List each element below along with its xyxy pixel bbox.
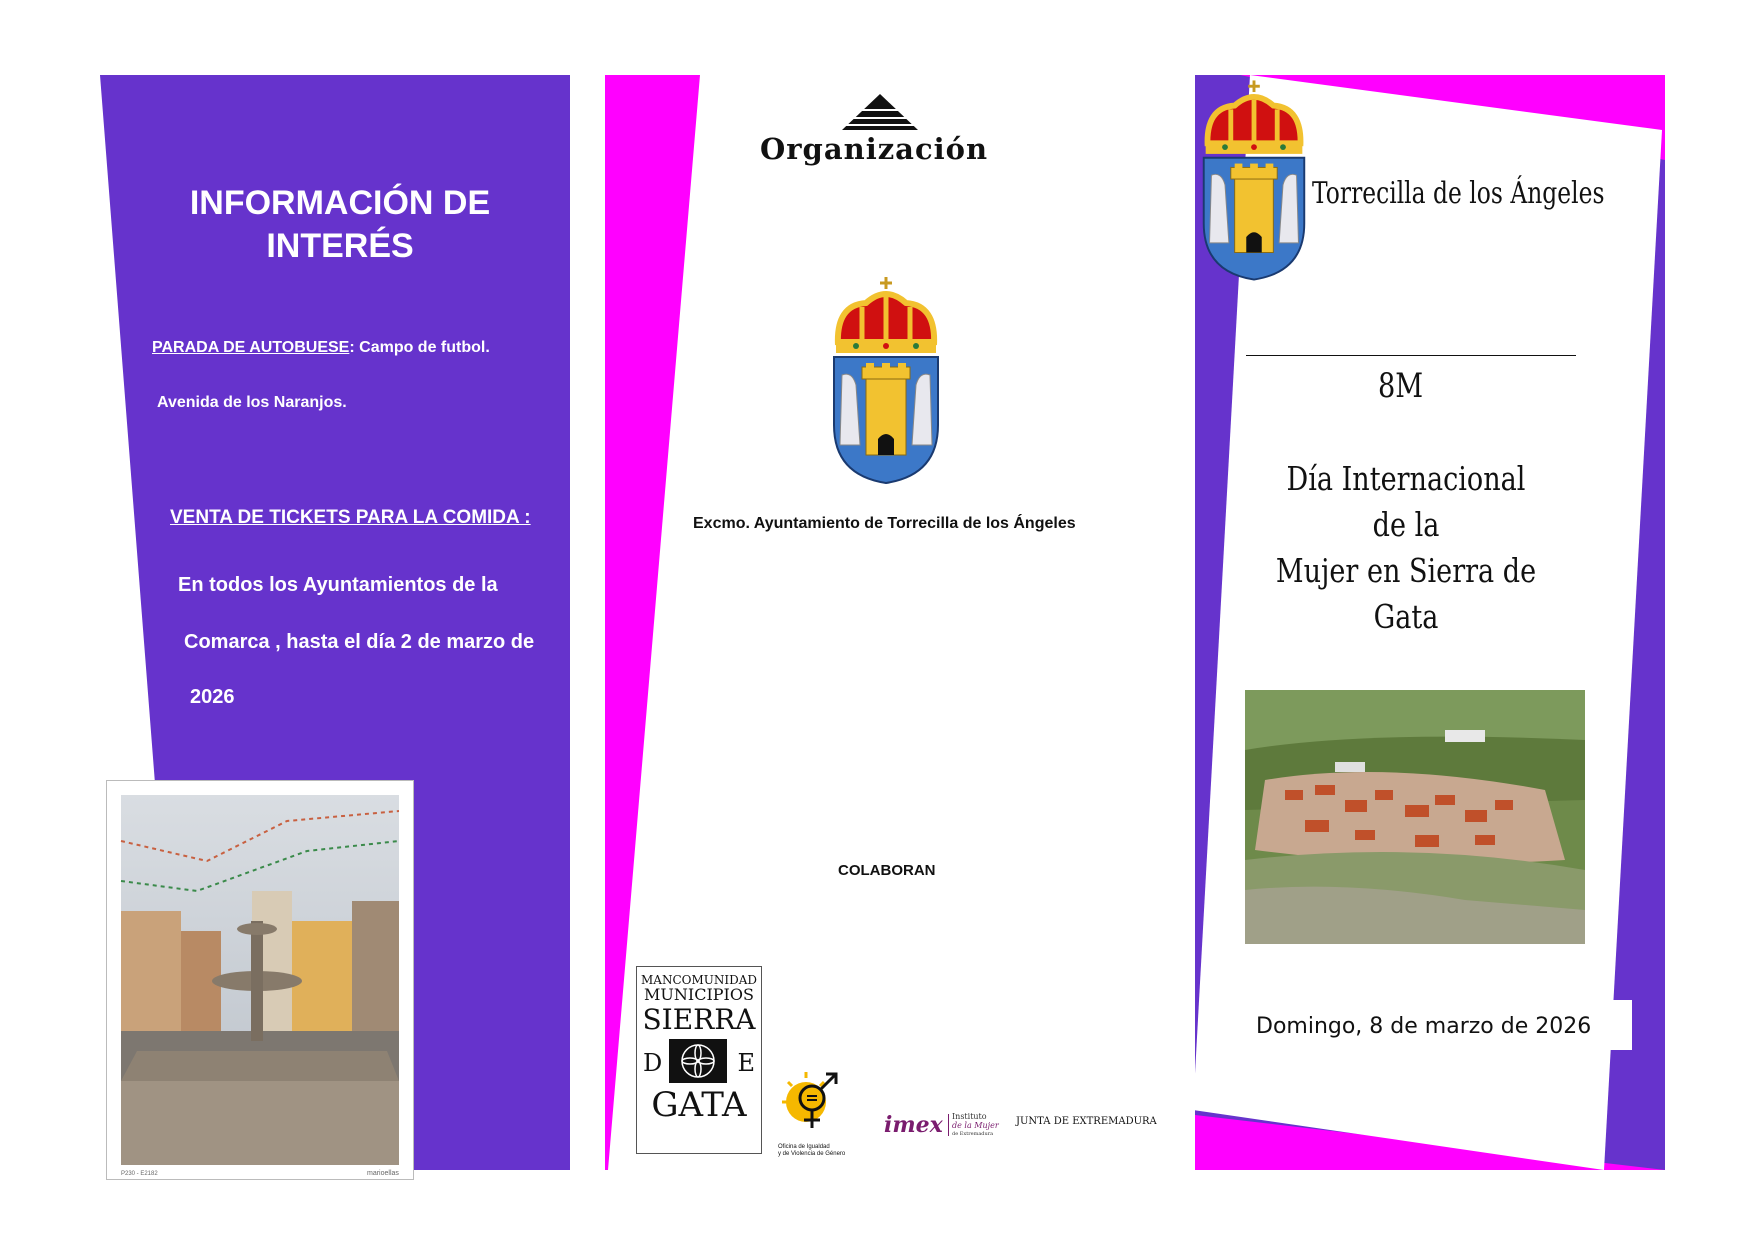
mancomunidad-line5: GATA [651,1085,747,1125]
event-date: Domingo, 8 de marzo de 2026 [1256,1014,1592,1039]
photo-caption-right: marioellas [367,1170,399,1177]
imex-line2: de la Mujer [952,1121,999,1130]
tickets-line2: Comarca , hasta el día 2 de marzo de [184,631,535,653]
imex-line3: de Extremadura [952,1131,994,1137]
event-title-line2: Mujer en Sierra de [1275,551,1537,590]
collaborators-label: COLABORAN [838,862,936,879]
bus-stop-address: Avenida de los Naranjos. [157,394,347,411]
info-title [160,182,520,268]
mancomunidad-line1: MANCOMUNIDAD [640,973,758,987]
junta-logo: JUNTA DE EXTREMADURA [1016,1116,1157,1127]
tickets-line3: 2026 [190,686,235,708]
imex-divider [948,1114,949,1136]
plaza-photo-card [106,780,414,1180]
info-title-line1: INFORMACIÓN DE [189,184,491,222]
town-name: Torrecilla de los Ángeles [1312,176,1605,211]
oficina-igualdad-text [778,1144,845,1158]
plaza-photo [107,781,413,1179]
mancomunidad-line2: MUNICIPIOS [644,985,754,1004]
mancomunidad-line3: SIERRA [642,1003,756,1036]
flower-emblem-icon [669,1039,727,1083]
coat-of-arms-icon [826,275,946,485]
gender-equality-icon [778,1064,850,1150]
photo-caption-left: P230 - E2182 [121,1171,158,1177]
event-title-line1: Día Internacional de la [1286,459,1526,544]
info-title-line2: INTERÉS [266,227,414,265]
event-title-line3: Gata [1373,597,1439,636]
imex-brand: imex [884,1112,943,1138]
title-divider [1246,355,1576,356]
organization-label: Organización [760,132,989,166]
mancomunidad-line4-left: D [643,1049,663,1077]
pyramid-stairs-icon [840,92,920,132]
bus-stop-row [152,339,490,357]
town-landscape-photo [1245,690,1585,944]
event-title [1267,456,1546,640]
tickets-line1: En todos los Ayuntamientos de la [178,574,498,596]
mancomunidad-line4-right: E [737,1049,755,1077]
tickets-label: VENTA DE TICKETS PARA LA COMIDA : [170,507,531,528]
bus-stop-label: PARADA DE AUTOBUESE [152,339,350,356]
council-name: Excmo. Ayuntamiento de Torrecilla de los Ángeles [693,515,1076,532]
oficina-line2: y de Violencia de Género [778,1151,846,1157]
imex-text [952,1112,999,1139]
mancomunidad-logo [636,966,762,1154]
oficina-line1: Oficina de Igualdad [778,1144,830,1150]
bus-stop-value: : Campo de futbol. [349,339,490,356]
event-short: 8M [1378,366,1424,406]
right-coat-of-arms-icon [1196,75,1312,285]
imex-line1: Instituto [952,1112,987,1121]
